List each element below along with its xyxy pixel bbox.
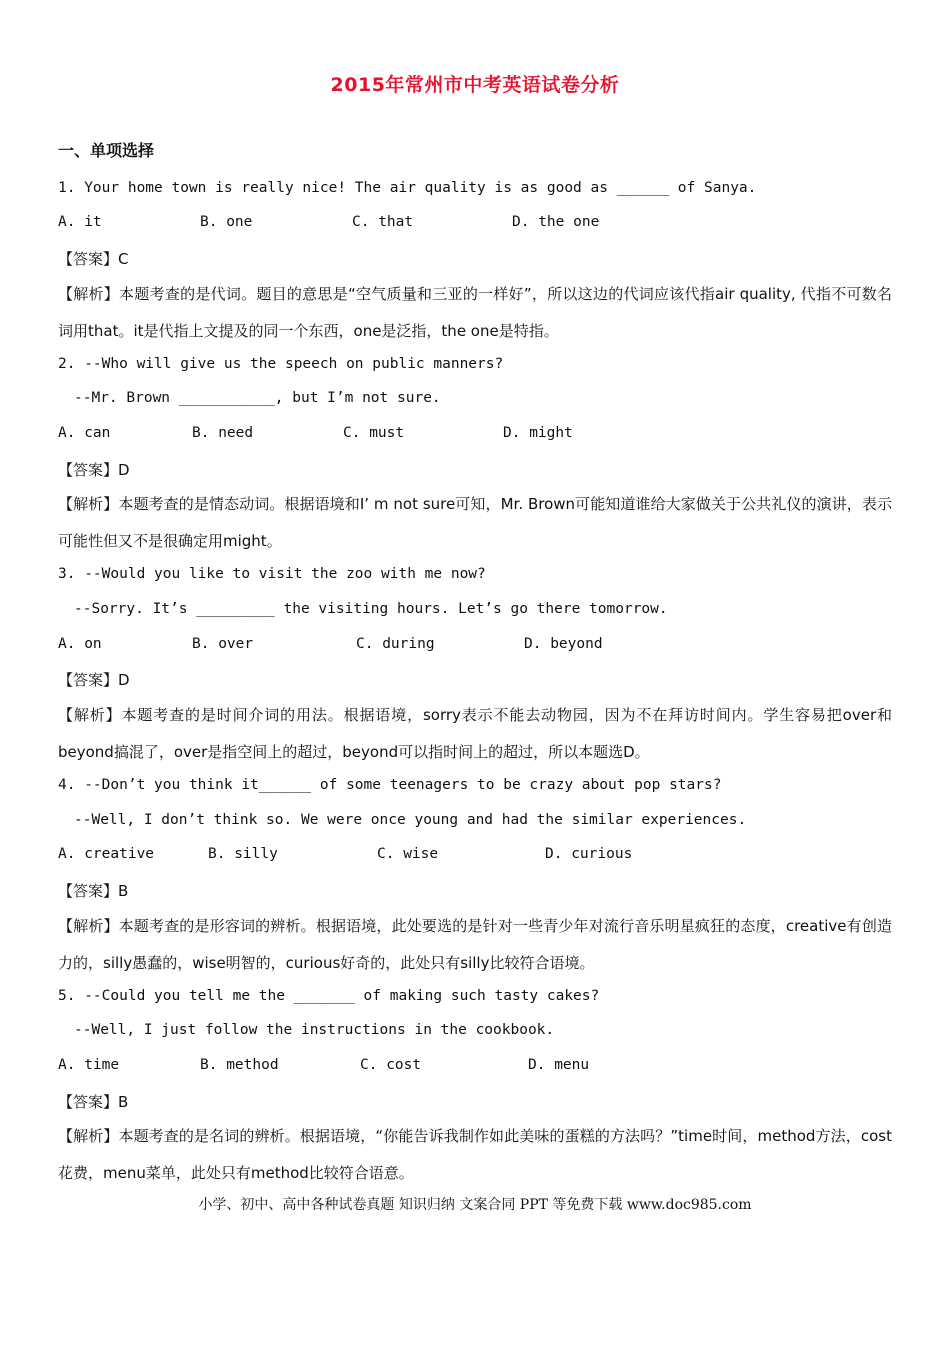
question-3-option-a: A. on bbox=[58, 636, 102, 652]
question-3-option-c: C. during bbox=[356, 636, 435, 652]
question-5-answer: 【答案】B bbox=[58, 1093, 129, 1111]
question-4-option-a: A. creative bbox=[58, 846, 155, 862]
question-5-stem: 5. --Could you tell me the _______ of making such tasty cakes? bbox=[58, 988, 600, 1004]
question-4-stem-reply: --Well, I don’t think so. We were once young and had the similar experiences. bbox=[74, 812, 747, 828]
question-3-option-b: B. over bbox=[192, 636, 254, 652]
question-4-option-d: D. curious bbox=[545, 846, 633, 862]
question-4-answer: 【答案】B bbox=[58, 882, 129, 900]
footer-watermark-text: 小学、初中、高中各种试卷真题 知识归纳 文案合同 PPT 等免费下载 www.doc985.com bbox=[198, 1197, 752, 1213]
section-heading: 一、单项选择 bbox=[58, 141, 155, 160]
question-2-option-a: A. can bbox=[58, 425, 111, 441]
question-4-option-c: C. wise bbox=[377, 846, 439, 862]
question-3-answer: 【答案】D bbox=[58, 671, 130, 689]
question-1-option-d: D. the one bbox=[512, 214, 600, 230]
question-1-option-c: C. that bbox=[352, 214, 414, 230]
question-2-option-d: D. might bbox=[503, 425, 573, 441]
question-3-stem: 3. --Would you like to visit the zoo with me now? bbox=[58, 566, 486, 582]
question-5-option-a: A. time bbox=[58, 1057, 120, 1073]
question-2-stem: 2. --Who will give us the speech on public manners? bbox=[58, 356, 504, 372]
question-5-option-b: B. method bbox=[200, 1057, 279, 1073]
question-1-stem: 1. Your home town is really nice! The air quality is as good as ______ of Sanya. bbox=[58, 180, 757, 196]
question-5-option-d: D. menu bbox=[528, 1057, 590, 1073]
question-5-option-c: C. cost bbox=[360, 1057, 422, 1073]
question-5-stem-reply: --Well, I just follow the instructions in the cookbook. bbox=[74, 1022, 555, 1038]
question-1-option-b: B. one bbox=[200, 214, 253, 230]
question-4-stem: 4. --Don’t you think it______ of some teenagers to be crazy about pop stars? bbox=[58, 777, 722, 793]
question-5-analysis: 【解析】本题考查的是名词的辨析。根据语境，“你能告诉我制作如此美味的蛋糕的方法吗？”time时间，method方法，cost花费，menu菜单，此处只有method比较符合语意。 bbox=[58, 1127, 892, 1182]
question-2-answer: 【答案】D bbox=[58, 461, 130, 479]
question-2-analysis: 【解析】本题考查的是情态动词。根据语境和I’ m not sure可知，Mr. Brown可能知道谁给大家做关于公共礼仪的演讲，表示可能性但又不是很确定用might。 bbox=[58, 495, 892, 550]
question-4-analysis: 【解析】本题考查的是形容词的辨析。根据语境，此处要选的是针对一些青少年对流行音乐明星疯狂的态度，creative有创造力的，silly愚蠢的，wise明智的，curious好奇的，此处只有silly比较符合语境。 bbox=[58, 917, 892, 972]
question-3-option-d: D. beyond bbox=[524, 636, 603, 652]
question-1-analysis: 【解析】本题考查的是代词。题目的意思是“空气质量和三亚的一样好”，所以这边的代词应该代指air quality, 代指不可数名词用that。it是代指上文提及的同一个东西，one是泛指，the one是特指。 bbox=[58, 285, 892, 340]
question-1-answer: 【答案】C bbox=[58, 250, 129, 268]
question-2-option-c: C. must bbox=[343, 425, 405, 441]
question-1-option-a: A. it bbox=[58, 214, 102, 230]
question-3-analysis: 【解析】本题考查的是时间介词的用法。根据语境，sorry表示不能去动物园，因为不在拜访时间内。学生容易把over和beyond搞混了，over是指空间上的超过，beyond可以指时间上的超过，所以本题选D。 bbox=[58, 706, 892, 761]
page-title: 2015年常州市中考英语试卷分析 bbox=[330, 74, 620, 96]
question-2-option-b: B. need bbox=[192, 425, 254, 441]
question-2-stem-reply: --Mr. Brown ___________, but I’m not sure. bbox=[74, 390, 441, 406]
question-3-stem-reply: --Sorry. It’s _________ the visiting hours. Let’s go there tomorrow. bbox=[74, 601, 668, 617]
question-4-option-b: B. silly bbox=[208, 846, 278, 862]
